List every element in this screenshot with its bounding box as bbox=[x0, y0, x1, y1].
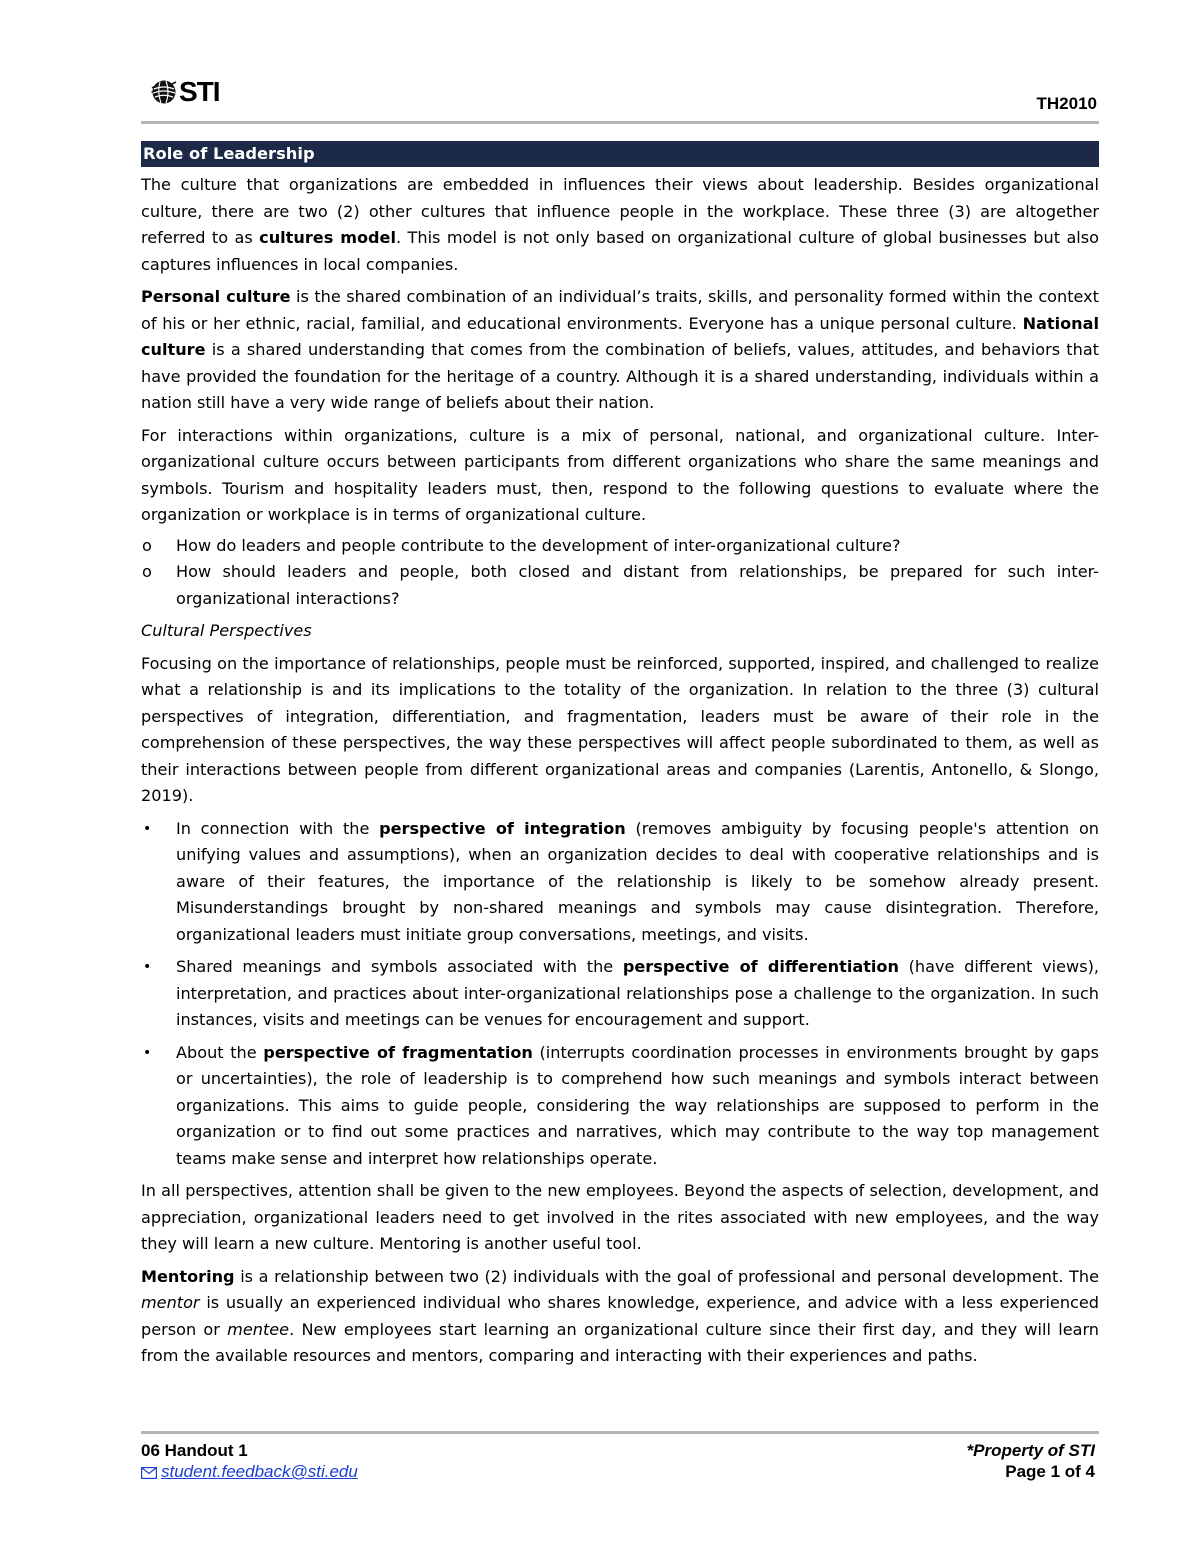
list-item: o How should leaders and people, both closed and distant from relationships, be prepared for such inter-organizational interactions? bbox=[141, 559, 1099, 612]
handout-label: 06 Handout 1 bbox=[141, 1441, 248, 1460]
logo-text: STI bbox=[179, 76, 220, 107]
paragraph-mentoring: Mentoring is a relationship between two (2) individuals with the goal of professional and personal development. The mentor is usually an experienced individual who shares knowledge, experience, and advice with a less experienced person or mentee. New employees start learning an organizational culture since their first day, and they will learn from the available resources and mentors, comparing and interacting with their experiences and paths. bbox=[141, 1266, 1099, 1365]
perspectives-list bbox=[141, 816, 1099, 1173]
paragraph-personal-national-culture: Personal culture is the shared combination of an individual’s traits, skills, and personality formed within the context of his or her ethnic, racial, familial, and educational environments. Everyone has a unique personal culture. National culture is a shared understanding that comes from the combination of beliefs, values, attitudes, and behaviors that have provided the foundation for the heritage of a country. Although it is a shared understanding, individuals within a nation still have a very wide range of beliefs about their nation. bbox=[141, 287, 1099, 412]
property-label: *Property of STI bbox=[966, 1441, 1095, 1460]
paragraph-cultural-perspectives: Focusing on the importance of relationships, people must be reinforced, supported, inspired, and challenged to realize what a relationship is and its implications to the totality of the organization. In relation to the three (3) cultural perspectives of integration, differentiation, and fragmentation, leaders must be aware of their role in the comprehension of these perspectives, the way these perspectives will affect people subordinated to them, as well as their interactions between people from different organizational areas and companies (Larentis, Antonello, & Slongo, 2019). bbox=[141, 653, 1099, 805]
bullet-icon: • bbox=[143, 959, 152, 975]
page-header bbox=[141, 74, 1099, 126]
questions-list bbox=[141, 533, 1099, 613]
section-title: Role of Leadership bbox=[141, 141, 1099, 167]
list-item: • In connection with the perspective of integration (removes ambiguity by focusing people's attention on unifying values and assumptions), when an organization decides to deal with cooperative relationships and is aware of their features, the importance of the relationship is likely to be somehow already present. Misunderstandings brought by non-shared meanings and symbols may cause disintegration. Therefore, organizational leaders must initiate group conversations, meetings, and visits. bbox=[141, 816, 1099, 949]
circle-bullet-icon: o bbox=[142, 562, 152, 581]
sti-globe-icon bbox=[151, 79, 177, 105]
paragraph-cultures-model: The culture that organizations are embedded in influences their views about leadership. Besides organizational culture, there are two (2) other cultures that influence people in the workplace. These three (3) are altogether referred to as cultures model. This model is not only based on organizational culture of global businesses but also captures influences in local companies. bbox=[141, 175, 1100, 274]
sti-logo bbox=[151, 78, 220, 106]
circle-bullet-icon: o bbox=[142, 535, 152, 555]
list-item: • Shared meanings and symbols associated with the perspective of differentiation (have different views), interpretation, and practices about inter-organizational relationships pose a challenge to the organization. In such instances, visits and meetings can be venues for encouragement and support. bbox=[141, 954, 1099, 1034]
header-divider bbox=[141, 121, 1099, 124]
bullet-icon: • bbox=[143, 820, 152, 837]
envelope-icon bbox=[141, 1467, 157, 1479]
bullet-icon: • bbox=[143, 1044, 152, 1061]
course-code: TH2010 bbox=[1036, 94, 1097, 113]
footer-divider bbox=[141, 1431, 1099, 1434]
paragraph-new-employees: In all perspectives, attention shall be given to the new employees. Beyond the aspects of selection, development, and appreciation, organizational leaders need to get involved in the rites associated with new employees, and the way they will learn a new culture. Mentoring is another useful tool. bbox=[141, 1181, 1099, 1253]
list-item: o How do leaders and people contribute to the development of inter-organizational culture? bbox=[141, 533, 1099, 560]
list-item: • About the perspective of fragmentation (interrupts coordination processes in environments brought by gaps or uncertainties), the role of leadership is to comprehend how such meanings and symbols interact between organizations. This aims to guide people, considering the way relationships are supposed to perform in the organization or to find out some practices and narratives, which may contribute to the way top management teams make sense and interpret how relationships operate. bbox=[141, 1040, 1099, 1173]
document-body bbox=[141, 141, 1099, 1370]
paragraph-interorganizational: For interactions within organizations, culture is a mix of personal, national, and organizational culture. Inter-organizational culture occurs between participants from different organizations who share the same meanings and symbols. Tourism and hospitality leaders must, then, respond to the following questions to evaluate where the organization or workplace is in terms of organizational culture. bbox=[141, 425, 1099, 524]
feedback-email-link[interactable]: student.feedback@sti.edu bbox=[161, 1462, 358, 1481]
page-number: Page 1 of 4 bbox=[1005, 1462, 1095, 1481]
subheading-cultural-perspectives: Cultural Perspectives bbox=[141, 621, 312, 640]
